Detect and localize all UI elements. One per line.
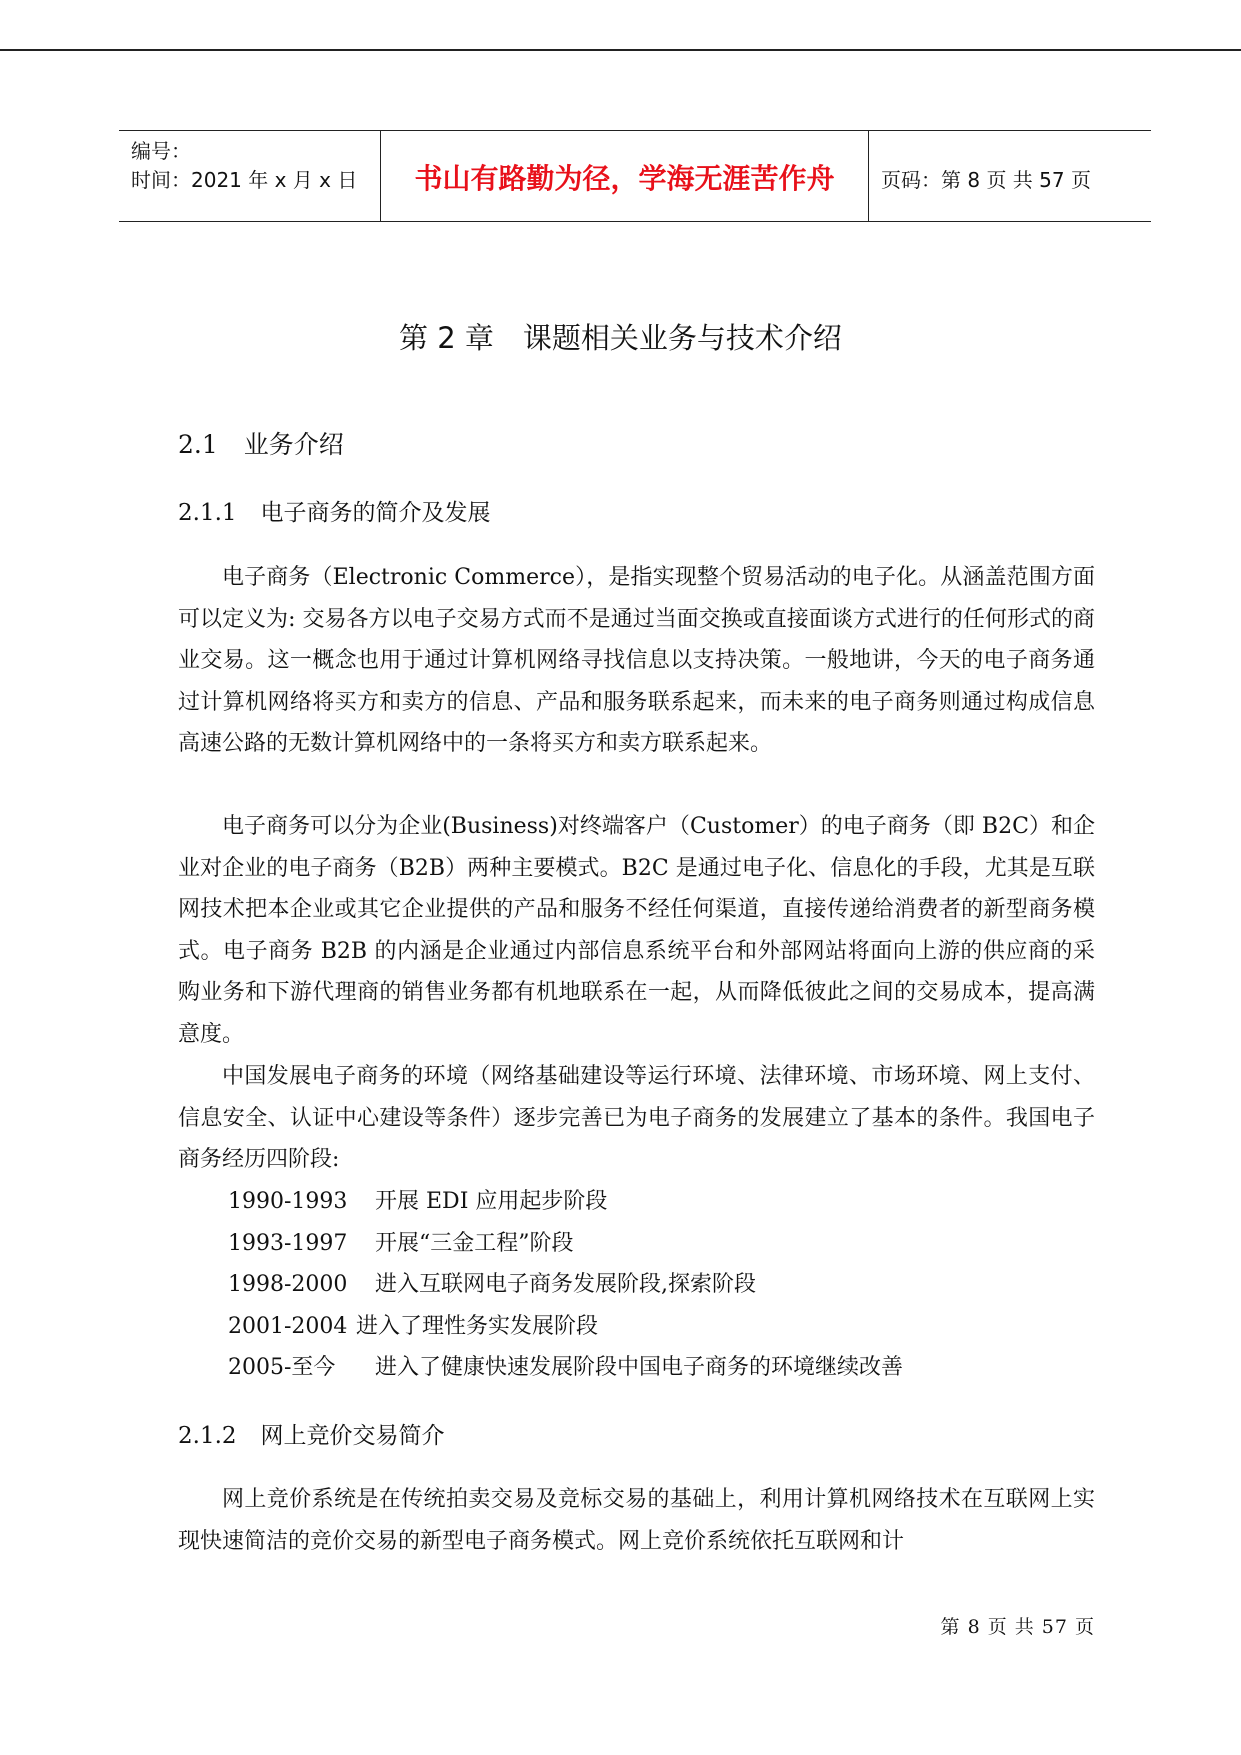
header-meta-cell [119,131,381,221]
code-label: 编号： [131,139,191,163]
motto: 书山有路勤为径，学海无涯苦作舟 [414,162,835,195]
timeline-desc: 开展 EDI 应用起步阶段 [375,1189,608,1214]
paragraph: 电子商务（Electronic Commerce），是指实现整个贸易活动的电子化。从涵盖范围方面可以定义为: 交易各方以电子交易方式而不是通过当面交换或直接面谈方式进行的任何形式的商业交易。这一概念也用于通过计算机网络寻找信息以支持决策。一般地讲，今天的电子商务通过计算机网络将买方和卖方的信息、产品和服务联系起来，而未来的电子商务则通过构成信息高速公路的无数计算机网络中的一条将买方和卖方联系起来。 [178,565,1095,756]
chapter-title: 第 2 章 课题相关业务与技术介绍 [399,321,842,355]
timeline-desc: 进入了健康快速发展阶段中国电子商务的环境继续改善 [375,1355,904,1380]
paragraph: 中国发展电子商务的环境（网络基础建设等运行环境、法律环境、市场环境、网上支付、信息安全、认证中心建设等条件）逐步完善已为电子商务的发展建立了基本的条件。我国电子商务经历四阶段: [178,1064,1095,1172]
top-rule [0,49,1241,51]
timeline-item [228,1181,1088,1223]
subsection-heading [178,1417,445,1450]
timeline-item [228,1223,1088,1265]
page-footer: 第 8 页 共 57 页 [940,1616,1095,1638]
header-table [119,130,1151,222]
page-code: 页码：第 8 页 共 57 页 [881,168,1091,192]
timeline-years: 2001-2004 [228,1313,348,1339]
section-title: 业务介绍 [243,430,344,459]
subsection-title: 电子商务的简介及发展 [260,500,491,526]
subsection-title: 网上竞价交易简介 [260,1423,445,1449]
subsection-heading [178,494,491,527]
timeline-desc: 开展“三金工程”阶段 [375,1230,574,1256]
timeline-desc: 进入了理性务实发展阶段 [356,1313,599,1339]
time-label: 时间：2021 年 x 月 x 日 [131,168,358,192]
timeline-years: 1990-1993 [228,1189,348,1214]
timeline-years: 2005-至今 [228,1355,336,1380]
subsection-number: 2.1.1 [178,500,237,526]
timeline-years: 1993-1997 [228,1230,348,1256]
header-motto-cell [381,131,869,221]
timeline-item [228,1264,1088,1306]
header-page-cell [869,131,1151,221]
section-heading [178,425,344,461]
subsection-number: 2.1.2 [178,1423,237,1449]
timeline-desc: 进入互联网电子商务发展阶段,探索阶段 [375,1272,756,1297]
paragraph: 网上竞价系统是在传统拍卖交易及竞标交易的基础上，利用计算机网络技术在互联网上实现快速简洁的竞价交易的新型电子商务模式。网上竞价系统依托互联网和计 [178,1487,1095,1554]
timeline-item [228,1347,1088,1389]
timeline-years: 1998-2000 [228,1272,348,1297]
section-number: 2.1 [178,430,218,459]
timeline-item [228,1306,1088,1348]
timeline-list [228,1181,1088,1389]
paragraph: 电子商务可以分为企业(Business)对终端客户（Customer）的电子商务（即 B2C）和企业对企业的电子商务（B2B）两种主要模式。B2C 是通过电子化、信息化的手段，尤其是互联网技术把本企业或其它企业提供的产品和服务不经任何渠道，直接传递给消费者的新型商务模式。电子商务 B2B 的内涵是企业通过内部信息系统平台和外部网站将面向上游的供应商的采购业务和下游代理商的销售业务都有机地联系在一起，从而降低彼此之间的交易成本，提高满意度。 [178,814,1095,1047]
